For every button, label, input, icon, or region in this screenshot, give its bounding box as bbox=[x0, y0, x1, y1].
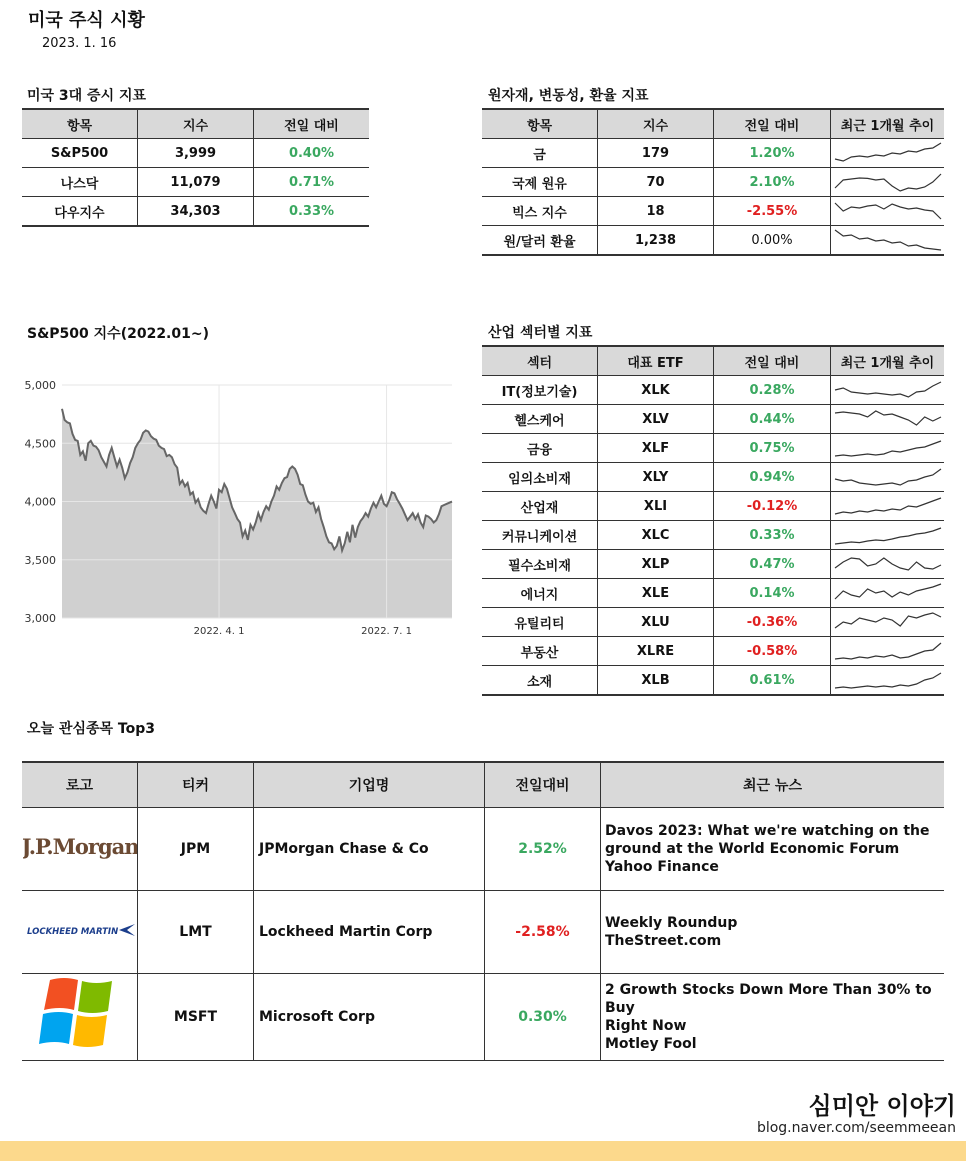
indices-table bbox=[22, 108, 369, 227]
table-cell: IT(정보기술) bbox=[482, 376, 598, 405]
table-cell: 0.33% bbox=[254, 197, 370, 227]
table-cell: 0.44% bbox=[714, 405, 831, 434]
table-cell: 3,999 bbox=[138, 139, 254, 168]
news-source: Yahoo Finance bbox=[605, 859, 719, 875]
page-title: 미국 주식 시황 bbox=[28, 10, 145, 31]
col-header: 최근 1개월 추이 bbox=[831, 346, 945, 376]
table-cell: 금융 bbox=[482, 434, 598, 463]
col-header: 항목 bbox=[482, 109, 598, 139]
commodities-table bbox=[482, 108, 944, 256]
trend-sparkline bbox=[833, 494, 943, 518]
ticker-cell: JPM bbox=[138, 808, 254, 891]
sp500-area bbox=[62, 409, 452, 618]
table-row bbox=[482, 666, 944, 696]
x-tick-label: 2022. 4. 1 bbox=[193, 626, 245, 637]
indices-section-title: 미국 3대 증시 지표 bbox=[27, 88, 147, 104]
y-tick-label: 4,500 bbox=[24, 437, 56, 451]
table-cell: XLY bbox=[598, 463, 714, 492]
col-header: 지수 bbox=[598, 109, 714, 139]
sp500-chart-title: S&P500 지수(2022.01~) bbox=[27, 326, 209, 342]
table-cell: 11,079 bbox=[138, 168, 254, 197]
y-tick-label: 3,000 bbox=[24, 612, 56, 625]
table-row bbox=[482, 197, 944, 226]
trend-sparkline bbox=[833, 639, 943, 663]
table-row bbox=[22, 808, 944, 891]
table-row bbox=[482, 579, 944, 608]
sparkline-path bbox=[835, 558, 941, 570]
trend-cell bbox=[831, 550, 945, 579]
trend-sparkline bbox=[833, 378, 943, 402]
lockheed-logo-image bbox=[23, 915, 137, 945]
table-cell: 1.20% bbox=[714, 139, 831, 168]
report-date: 2023. 1. 16 bbox=[42, 36, 117, 51]
table-cell: XLV bbox=[598, 405, 714, 434]
table-cell: 1,238 bbox=[598, 226, 714, 256]
col-header: 대표 ETF bbox=[598, 346, 714, 376]
trend-sparkline bbox=[833, 523, 943, 547]
news-line: Right Now bbox=[605, 1018, 687, 1034]
sp500-chart bbox=[0, 370, 470, 640]
table-row bbox=[482, 139, 944, 168]
sparkline-path bbox=[835, 230, 941, 250]
y-tick-label: 5,000 bbox=[24, 379, 56, 392]
trend-sparkline bbox=[833, 668, 943, 692]
trend-cell bbox=[831, 608, 945, 637]
table-row bbox=[22, 168, 369, 197]
top3-table bbox=[22, 761, 944, 1061]
news-line: ground at the World Economic Forum bbox=[605, 841, 900, 857]
ticker-cell: LMT bbox=[138, 891, 254, 974]
trend-sparkline bbox=[833, 581, 943, 605]
table-cell: 금 bbox=[482, 139, 598, 168]
table-cell: 산업재 bbox=[482, 492, 598, 521]
sparkline-path bbox=[835, 643, 941, 659]
table-row bbox=[482, 376, 944, 405]
table-cell: 부동산 bbox=[482, 637, 598, 666]
col-header: 전일 대비 bbox=[714, 109, 831, 139]
windows-logo-image bbox=[30, 974, 130, 1056]
sparkline-path bbox=[835, 673, 941, 688]
table-cell: -0.12% bbox=[714, 492, 831, 521]
trend-sparkline bbox=[833, 141, 943, 165]
trend-cell bbox=[831, 434, 945, 463]
table-cell: XLI bbox=[598, 492, 714, 521]
trend-cell bbox=[831, 666, 945, 696]
windows-logo bbox=[22, 974, 138, 1061]
jpmorgan-logo bbox=[22, 808, 138, 891]
table-row bbox=[482, 608, 944, 637]
table-cell: 0.75% bbox=[714, 434, 831, 463]
col-header: 전일대비 bbox=[485, 762, 601, 808]
news-cell bbox=[601, 891, 945, 974]
col-header: 최근 뉴스 bbox=[601, 762, 945, 808]
jpmorgan-logo-image bbox=[23, 827, 137, 867]
table-cell: 0.61% bbox=[714, 666, 831, 696]
change-cell: 0.30% bbox=[485, 974, 601, 1061]
sparkline-path bbox=[835, 382, 941, 397]
table-row bbox=[482, 168, 944, 197]
table-row bbox=[482, 637, 944, 666]
col-header: 최근 1개월 추이 bbox=[831, 109, 945, 139]
col-header: 기업명 bbox=[254, 762, 485, 808]
table-cell: 18 bbox=[598, 197, 714, 226]
table-cell: XLK bbox=[598, 376, 714, 405]
change-cell: 2.52% bbox=[485, 808, 601, 891]
sparkline-path bbox=[835, 584, 941, 599]
company-cell: Lockheed Martin Corp bbox=[254, 891, 485, 974]
sparkline-path bbox=[835, 441, 941, 456]
trend-cell bbox=[831, 637, 945, 666]
company-cell: JPMorgan Chase & Co bbox=[254, 808, 485, 891]
table-row bbox=[22, 197, 369, 227]
trend-sparkline bbox=[833, 228, 943, 252]
table-row bbox=[22, 139, 369, 168]
trend-cell bbox=[831, 405, 945, 434]
table-row bbox=[482, 463, 944, 492]
table-row bbox=[482, 492, 944, 521]
trend-cell bbox=[831, 463, 945, 492]
lockheed-logo bbox=[22, 891, 138, 974]
footer-bar bbox=[0, 1141, 966, 1161]
col-header: 로고 bbox=[22, 762, 138, 808]
trend-cell bbox=[831, 197, 945, 226]
top3-section-title: 오늘 관심종목 Top3 bbox=[27, 721, 155, 737]
table-cell: 0.94% bbox=[714, 463, 831, 492]
news-cell bbox=[601, 974, 945, 1061]
trend-cell bbox=[831, 226, 945, 256]
table-cell: 임의소비재 bbox=[482, 463, 598, 492]
news-line: 2 Growth Stocks Down More Than 30% to Buy bbox=[605, 982, 932, 1016]
sparkline-path bbox=[835, 174, 941, 191]
company-cell: Microsoft Corp bbox=[254, 974, 485, 1061]
trend-sparkline bbox=[833, 465, 943, 489]
table-row bbox=[482, 521, 944, 550]
trend-cell bbox=[831, 376, 945, 405]
table-cell: 유틸리티 bbox=[482, 608, 598, 637]
table-cell: 헬스케어 bbox=[482, 405, 598, 434]
table-cell: 에너지 bbox=[482, 579, 598, 608]
table-cell: 소재 bbox=[482, 666, 598, 696]
table-cell: 0.14% bbox=[714, 579, 831, 608]
col-header: 지수 bbox=[138, 109, 254, 139]
table-cell: 빅스 지수 bbox=[482, 197, 598, 226]
trend-cell bbox=[831, 579, 945, 608]
trend-sparkline bbox=[833, 436, 943, 460]
table-cell: XLP bbox=[598, 550, 714, 579]
sectors-table bbox=[482, 345, 944, 696]
news-source: TheStreet.com bbox=[605, 933, 722, 949]
table-cell: 0.28% bbox=[714, 376, 831, 405]
y-tick-label: 4,000 bbox=[24, 495, 56, 509]
news-line: Davos 2023: What we're watching on the bbox=[605, 823, 930, 839]
col-header: 티커 bbox=[138, 762, 254, 808]
col-header: 항목 bbox=[22, 109, 138, 139]
sparkline-path bbox=[835, 143, 941, 161]
sparkline-path bbox=[835, 498, 941, 514]
trend-cell bbox=[831, 168, 945, 197]
table-cell: 다우지수 bbox=[22, 197, 138, 227]
news-line: Weekly Roundup bbox=[605, 915, 738, 931]
commodities-section-title: 원자재, 변동성, 환율 지표 bbox=[488, 88, 649, 104]
y-tick-label: 3,500 bbox=[24, 553, 56, 567]
table-cell: -0.58% bbox=[714, 637, 831, 666]
table-cell: XLU bbox=[598, 608, 714, 637]
table-cell: 국제 원유 bbox=[482, 168, 598, 197]
table-cell: 원/달러 환율 bbox=[482, 226, 598, 256]
table-row bbox=[482, 405, 944, 434]
table-cell: 0.40% bbox=[254, 139, 370, 168]
change-cell: -2.58% bbox=[485, 891, 601, 974]
table-cell: 34,303 bbox=[138, 197, 254, 227]
sparkline-path bbox=[835, 528, 941, 544]
table-cell: S&P500 bbox=[22, 139, 138, 168]
table-row bbox=[482, 434, 944, 463]
news-cell bbox=[601, 808, 945, 891]
table-cell: XLC bbox=[598, 521, 714, 550]
table-row bbox=[482, 226, 944, 256]
table-cell: 179 bbox=[598, 139, 714, 168]
svg-text:J.P.Morgan: J.P.Morgan bbox=[22, 834, 137, 859]
trend-cell bbox=[831, 139, 945, 168]
table-cell: -2.55% bbox=[714, 197, 831, 226]
table-cell: XLE bbox=[598, 579, 714, 608]
table-cell: XLB bbox=[598, 666, 714, 696]
table-cell: 나스닥 bbox=[22, 168, 138, 197]
table-cell: 0.00% bbox=[714, 226, 831, 256]
table-cell: XLRE bbox=[598, 637, 714, 666]
news-source: Motley Fool bbox=[605, 1036, 697, 1052]
table-cell: 필수소비재 bbox=[482, 550, 598, 579]
table-cell: 0.71% bbox=[254, 168, 370, 197]
trend-sparkline bbox=[833, 552, 943, 576]
table-cell: 커뮤니케이션 bbox=[482, 521, 598, 550]
table-row bbox=[22, 974, 944, 1061]
svg-text:LOCKHEED MARTIN: LOCKHEED MARTIN bbox=[26, 927, 118, 937]
sparkline-path bbox=[835, 469, 941, 485]
trend-sparkline bbox=[833, 407, 943, 431]
sparkline-path bbox=[835, 613, 941, 628]
blog-url[interactable]: blog.naver.com/seemmeean bbox=[756, 1120, 956, 1136]
sparkline-path bbox=[835, 411, 941, 425]
table-cell: 2.10% bbox=[714, 168, 831, 197]
table-row bbox=[22, 891, 944, 974]
table-cell: 0.47% bbox=[714, 550, 831, 579]
col-header: 전일 대비 bbox=[714, 346, 831, 376]
trend-sparkline bbox=[833, 170, 943, 194]
ticker-cell: MSFT bbox=[138, 974, 254, 1061]
table-row bbox=[482, 550, 944, 579]
trend-cell bbox=[831, 492, 945, 521]
sectors-section-title: 산업 섹터별 지표 bbox=[488, 325, 593, 341]
table-cell: XLF bbox=[598, 434, 714, 463]
trend-sparkline bbox=[833, 610, 943, 634]
col-header: 전일 대비 bbox=[254, 109, 370, 139]
sparkline-path bbox=[835, 203, 941, 219]
trend-sparkline bbox=[833, 199, 943, 223]
x-tick-label: 2022. 7. 1 bbox=[361, 626, 413, 637]
col-header: 섹터 bbox=[482, 346, 598, 376]
blog-brand: 심미안 이야기 bbox=[808, 1092, 956, 1120]
table-cell: 70 bbox=[598, 168, 714, 197]
trend-cell bbox=[831, 521, 945, 550]
table-cell: 0.33% bbox=[714, 521, 831, 550]
table-cell: -0.36% bbox=[714, 608, 831, 637]
